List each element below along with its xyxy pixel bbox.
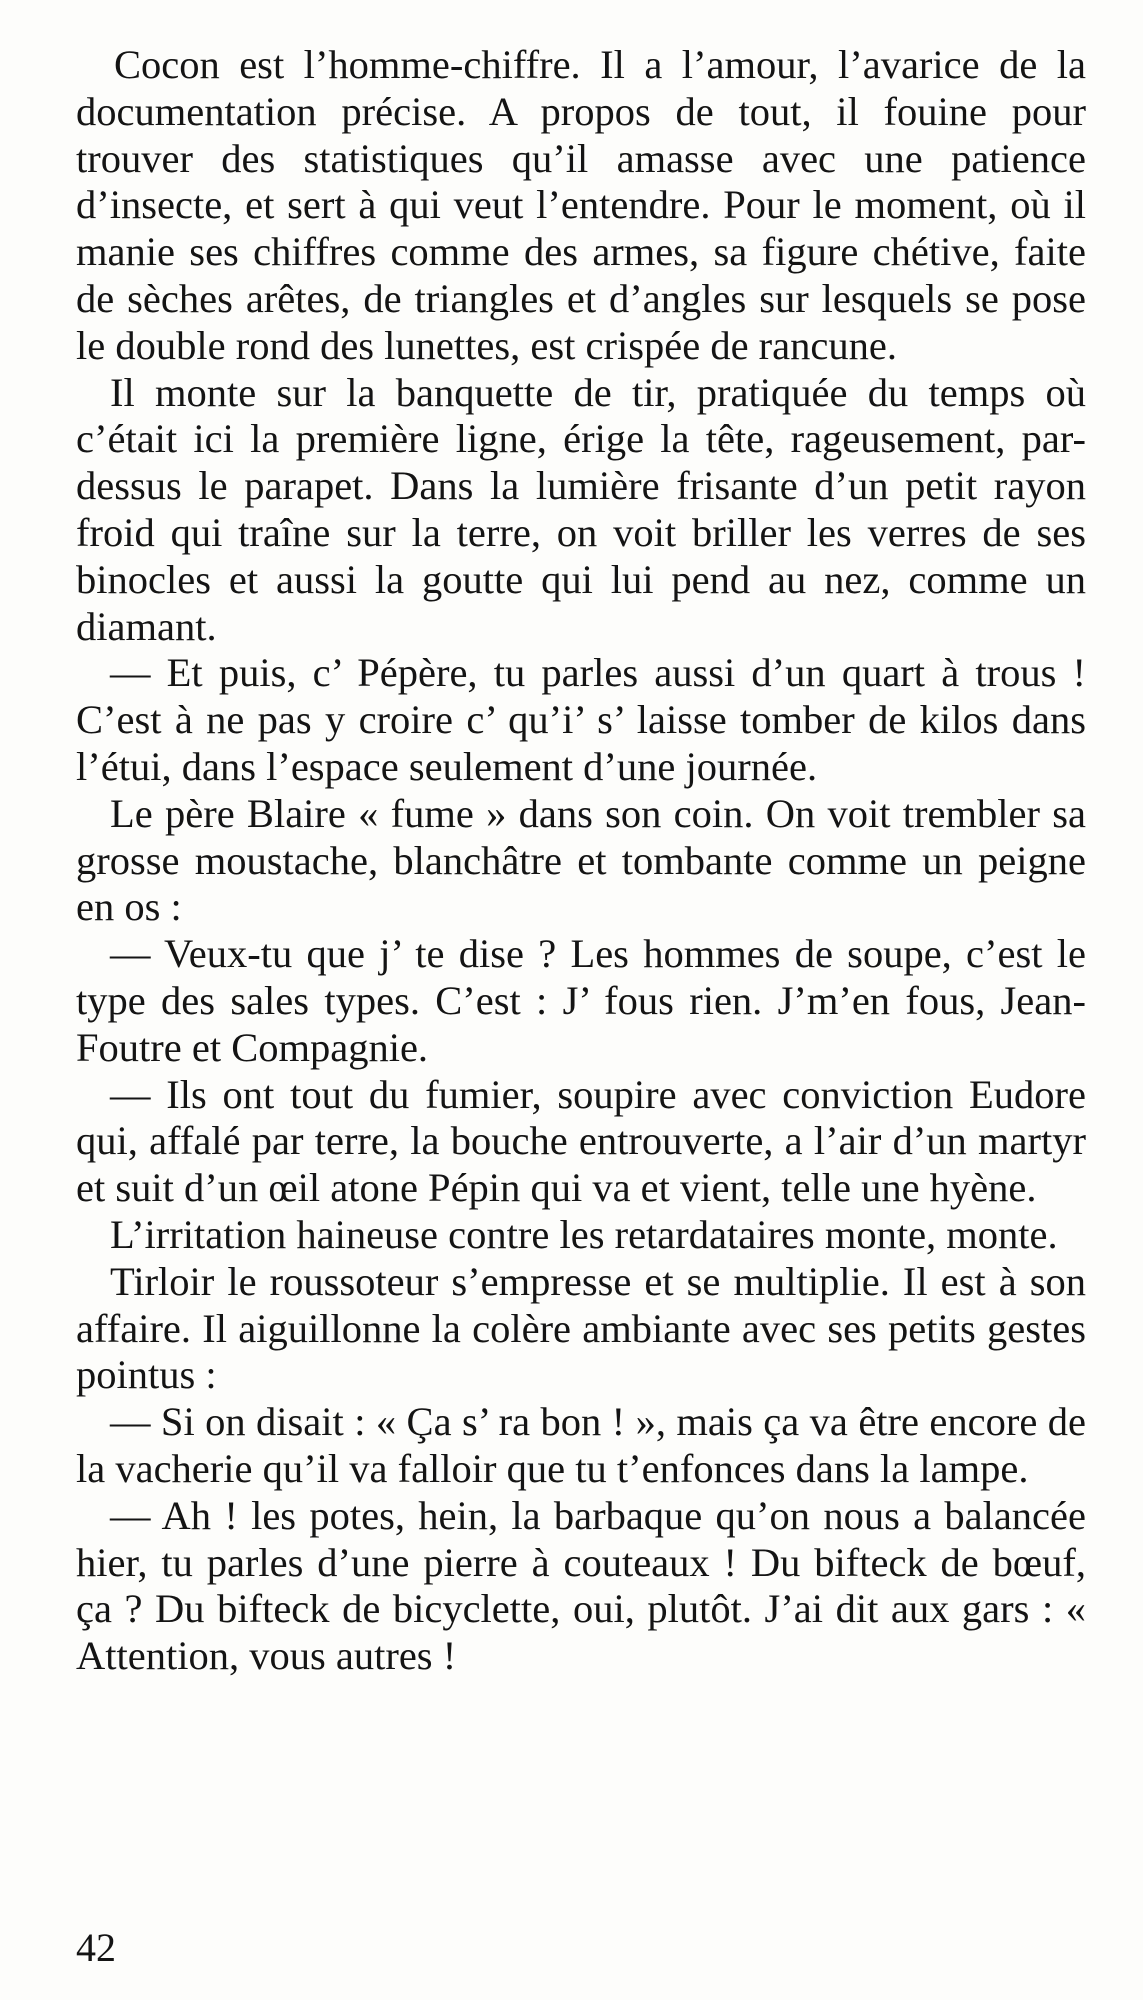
paragraph: L’irritation haineuse contre les retardataires monte, monte. bbox=[110, 1211, 1058, 1257]
paragraph: — Ah ! les potes, hein, la barbaque qu’on nous a balancée hier, tu parles d’une pierre à couteaux ! Du bifteck de bœuf, ça ? Du bifteck de bicyclette, oui, plutôt. J’ai dit aux gars : « Attention, vous autres ! bbox=[76, 1492, 1086, 1679]
paragraph: — Si on disait : « Ça s’ ra bon ! », mais ça va être encore de la vacherie qu’il va falloir que tu t’enfonces dans la lampe. bbox=[76, 1399, 1086, 1491]
page-number: 42 bbox=[76, 1925, 116, 1970]
paragraph: — Veux-tu que j’ te dise ? Les hommes de soupe, c’est le type des sales types. C’est : J’ fous rien. J’m’en fous, Jean-Foutre et Compagnie. bbox=[76, 931, 1086, 1070]
paragraph: Cocon est l’homme-chiffre. Il a l’amour, l’avarice de la documentation précise. A propos de tout, il fouine pour trouver des statistiques qu’il amasse avec une patience d’insecte, et sert à qui veut l’entendre. Pour le moment, où il manie ses chiffres comme des armes, sa figure chétive, faite de sèches arêtes, de triangles et d’angles sur lesquels se pose le double rond des lunettes, est crispée de rancune. bbox=[76, 42, 1086, 368]
paragraph: Tirloir le roussoteur s’empresse et se multiplie. Il est à son affaire. Il aiguillonne la colère ambiante avec ses petits gestes pointus : bbox=[76, 1258, 1086, 1398]
paragraph: Il monte sur la banquette de tir, pratiquée du temps où c’était ici la première ligne, érige la tête, rageusement, par-dessus le parapet. Dans la lumière frisante d’un petit rayon froid qui traîne sur la terre, on voit briller les verres de ses binocles et aussi la goutte qui lui pend au nez, comme un diamant. bbox=[76, 369, 1086, 649]
paragraph: — Et puis, c’ Pépère, tu parles aussi d’un quart à trous ! C’est à ne pas y croire c’ qu’i’ s’ laisse tomber de kilos dans l’étui, dans l’espace seulement d’une journée. bbox=[76, 650, 1086, 789]
body-text bbox=[76, 42, 1086, 1680]
paragraph: — Ils ont tout du fumier, soupire avec conviction Eudore qui, affalé par terre, la bouche entrouverte, a l’air d’un martyr et suit d’un œil atone Pépin qui va et vient, telle une hyène. bbox=[76, 1071, 1086, 1211]
paragraph: Le père Blaire « fume » dans son coin. On voit trembler sa grosse moustache, blanchâtre et tombante comme un peigne en os : bbox=[76, 790, 1086, 930]
